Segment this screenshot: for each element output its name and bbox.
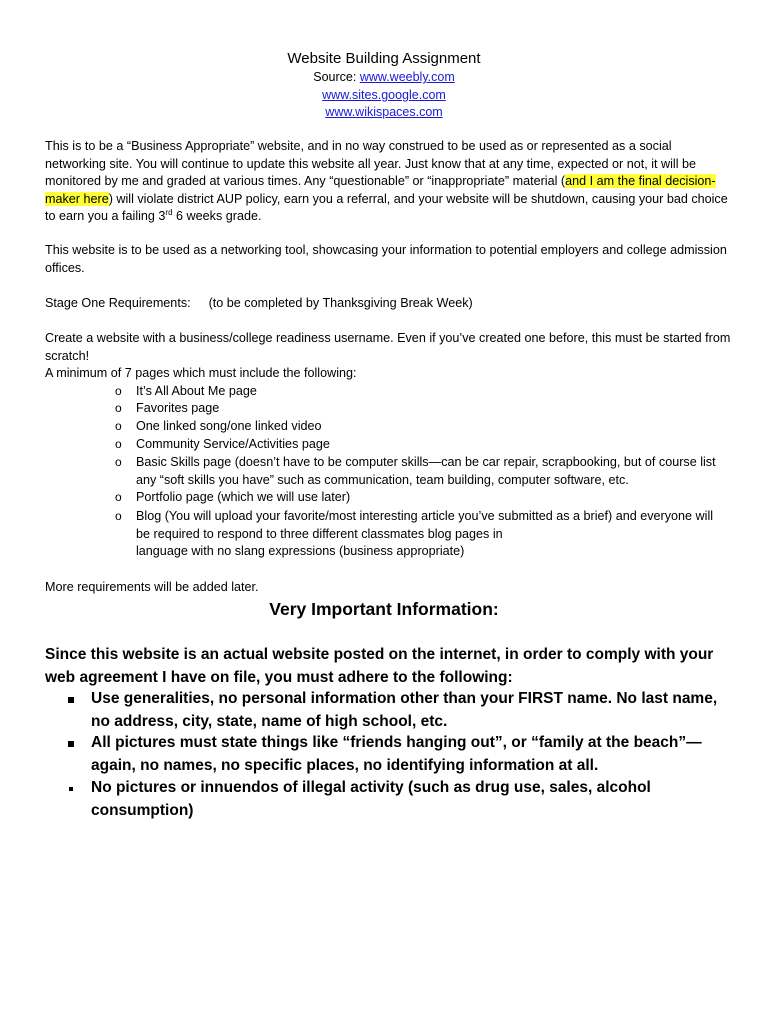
stage-one-line — [45, 295, 735, 313]
intro-p1-text-c: 6 weeks grade. — [172, 209, 262, 223]
list-marker: o — [115, 419, 122, 433]
source-line-2 — [0, 87, 768, 103]
intro-p1-text-a: This is to be a “Business Appropriate” website, and in no way construed to be used as or represented as a social networking site. You will continue to update this website all year. Just know that at any time, expected or not, it will be monitored by me and graded at various times. Any “questionable” or “inappropriate” material ( — [45, 139, 697, 188]
list-item: Favorites page — [136, 401, 220, 415]
list-item: One linked song/one linked video — [136, 419, 322, 433]
important-item: Use generalities, no personal information other than your FIRST name. No last name, no address, city, state, name of high school, etc. — [91, 690, 718, 730]
list-marker: o — [115, 437, 122, 451]
list-marker: o — [115, 384, 122, 398]
stage-one-paragraph-2: A minimum of 7 pages which must include the following: — [45, 366, 357, 380]
stage-one-paragraph-1: Create a website with a business/college readiness username. Even if you’ve created one before, this must be started from scratch! — [45, 331, 731, 363]
stage-one-note: (to be completed by Thanksgiving Break Week) — [208, 296, 473, 310]
list-item: Community Service/Activities page — [136, 437, 330, 451]
stage-one-label: Stage One Requirements: — [45, 296, 191, 310]
square-bullet-icon — [69, 787, 73, 791]
list-marker: o — [115, 455, 122, 469]
important-heading: Very Important Information: — [269, 599, 499, 619]
list-marker: o — [115, 509, 122, 523]
intro-p1-text-b: ) will violate district AUP policy, earn you a referral, and your website will be shutdown, causing your bad choice to earn you a failing 3 — [45, 191, 728, 223]
list-item: Blog (You will upload your favorite/most interesting article you’ve submitted as a brief) and everyone will be required to respond to three different classmates blog pages in — [136, 509, 714, 541]
important-intro: Since this website is an actual website posted on the internet, in order to comply with your web agreement I have on file, you must adhere to the following: — [45, 646, 714, 686]
link-weebly[interactable]: www.weebly.com — [359, 70, 455, 84]
document-title: Website Building Assignment — [287, 50, 481, 67]
list-item: Basic Skills page (doesn’t have to be computer skills—can be car repair, scrapbooking, but of course list any “soft skills you have” such as communication, team building, computer software, etc. — [136, 455, 716, 487]
list-item: Portfolio page (which we will use later) — [136, 490, 351, 504]
ordinal-superscript: rd — [165, 207, 173, 217]
square-bullet-icon — [68, 741, 74, 747]
highlighted-text: and I am the final decision-maker here — [45, 174, 716, 206]
source-line — [0, 69, 768, 85]
source-label: Source: — [313, 70, 357, 84]
intro-paragraph-2: This website is to be used as a networking tool, showcasing your information to potential employers and college admission offices. — [45, 243, 727, 275]
more-requirements-note: More requirements will be added later. — [45, 580, 259, 594]
list-marker: o — [115, 490, 122, 504]
source-line-3 — [0, 104, 768, 120]
important-item: All pictures must state things like “friends hanging out”, or “family at the beach”—again, no names, no specific places, no identifying information at all. — [91, 734, 702, 774]
intro-paragraph-1 — [45, 138, 735, 226]
link-wikispaces[interactable]: www.wikispaces.com — [325, 105, 443, 119]
list-item: It’s All About Me page — [136, 384, 257, 398]
list-marker: o — [115, 401, 122, 415]
square-bullet-icon — [68, 697, 74, 703]
link-google-sites[interactable]: www.sites.google.com — [322, 88, 446, 102]
list-item-continuation: language with no slang expressions (business appropriate) — [136, 544, 465, 558]
important-item: No pictures or innuendos of illegal activity (such as drug use, sales, alcohol consumption) — [91, 779, 651, 819]
